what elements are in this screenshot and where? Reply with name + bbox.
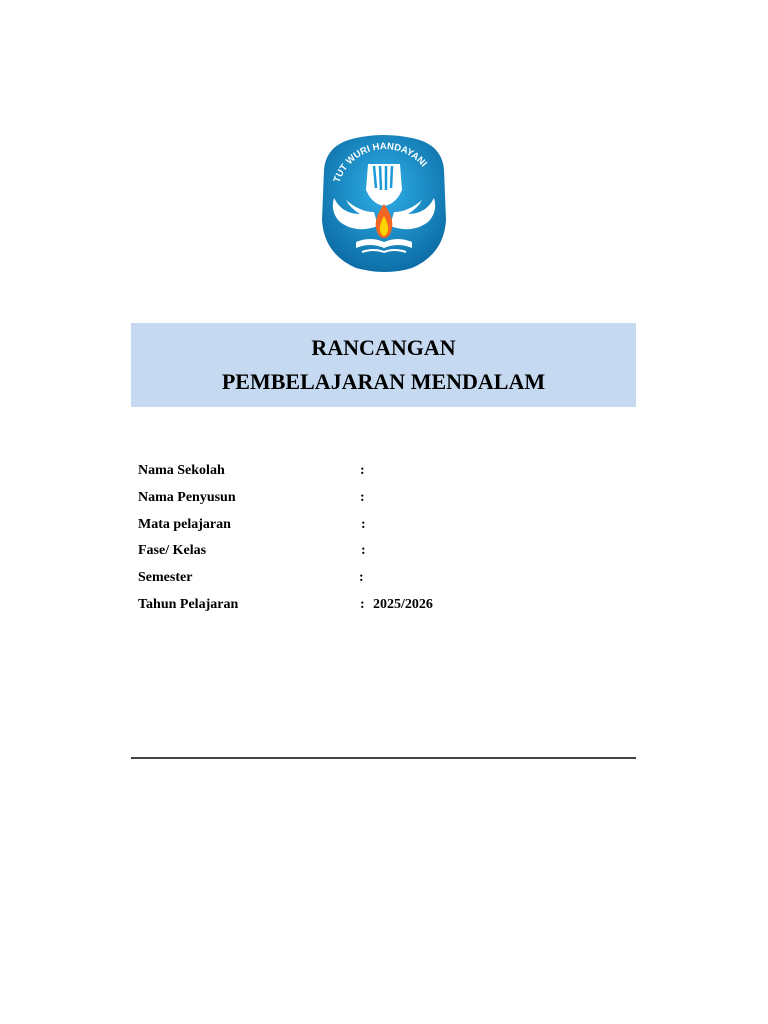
field-row-mata-pelajaran xyxy=(138,514,558,541)
field-label: Fase/ Kelas xyxy=(138,543,207,559)
field-label: Mata pelajaran xyxy=(138,516,231,532)
field-row-nama-penyusun xyxy=(138,487,558,514)
field-row-tahun-pelajaran xyxy=(138,594,558,621)
field-colon: : xyxy=(361,543,366,559)
field-label: Tahun Pelajaran xyxy=(138,596,239,612)
field-colon: : xyxy=(360,489,365,505)
document-title-banner xyxy=(131,323,636,407)
field-value: 2025/2026 xyxy=(373,596,433,612)
title-line-2: PEMBELAJARAN MENDALAM xyxy=(221,369,546,394)
field-label: Nama Sekolah xyxy=(138,463,225,478)
field-row-nama-sekolah xyxy=(138,460,558,487)
logo-motto: TUT WURI HANDAYANI xyxy=(331,140,429,185)
title-line-1: RANCANGAN xyxy=(311,335,456,360)
field-colon: : xyxy=(359,570,364,586)
field-colon: : xyxy=(360,463,365,478)
field-label: Nama Penyusun xyxy=(138,489,236,505)
field-row-semester xyxy=(138,567,558,594)
field-colon: : xyxy=(361,516,366,532)
field-label: Semester xyxy=(138,570,193,586)
field-colon: : xyxy=(360,596,365,612)
field-row-fase-kelas xyxy=(138,540,558,567)
horizontal-divider xyxy=(131,757,636,759)
identity-fields xyxy=(138,460,558,621)
tut-wuri-handayani-logo xyxy=(316,130,452,276)
